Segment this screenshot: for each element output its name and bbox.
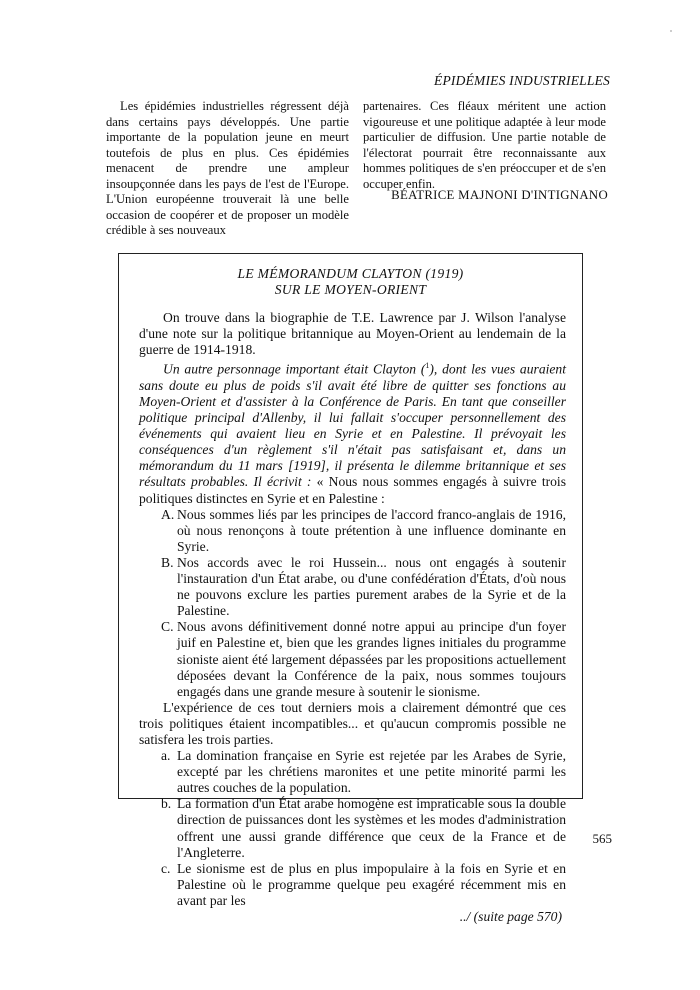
box-quote: [139, 358, 566, 506]
list-marker: B.: [161, 554, 174, 570]
list-item-text: Nos accords avec le roi Hussein... nous ont engagés à soutenir l'instauration d'un État arabe, ou d'une confédération d'États, d'où nous ne pouvons exclure les parties purement arabes de la Syrie et de la Palestine.: [177, 554, 566, 619]
box-paragraph-2: L'expérience de ces tout derniers mois a clairement démontré que ces trois politiques étaient incompatibles... et qu'aucun compromis possible ne satisfera les trois parties.: [139, 699, 566, 747]
article-column-right: [363, 99, 606, 239]
list-item: [139, 796, 566, 860]
quote-part-c: « Nous nous sommes engagés à suivre trois politiques distinctes en Syrie et en Palestine :: [139, 474, 566, 506]
quote-part-a: Un autre personnage important était Clayton (: [163, 361, 426, 377]
list-item: [139, 555, 566, 619]
list-item-text: Nous sommes liés par les principes de l'accord franco-anglais de 1916, où nous renonçons à toute prétention à une influence dominante en Syrie.: [177, 506, 566, 554]
sidebar-box: [118, 253, 583, 924]
article-text-right: partenaires. Ces fléaux méritent une action vigoureuse et une politique adaptée à leur mode particulier de diffusion. Une partie notable de l'électorat pourrait être reconnaissante aux hommes politiques de s'en préoccuper et de s'en occuper enfin.: [363, 99, 606, 191]
page-number: 565: [592, 831, 612, 846]
box-title-line-1: LE MÉMORANDUM CLAYTON (1919): [237, 266, 464, 281]
list-marker: a.: [161, 748, 171, 764]
list-item: [139, 507, 566, 555]
consequence-list: [139, 748, 566, 909]
quote-part-b: ), dont les vues auraient sans doute eu plus de poids s'il avait été libre de quitter ses fonctions au Moyen-Orient et d'assister à la Conférence de Paris. En tant que conseiller politique principal d'Allenby, il lui fallait s'occuper personnellement des événements qui avaient lieu en Syrie et en Palestine. Il prévoyait les conséquences d'un règlement s'il n'était pas satisfaisant et, dans un mémorandum du 11 mars [1919], il présenta le dilemme britannique et ses résultats probables. Il écrivit :: [139, 361, 566, 490]
speck: [670, 30, 672, 32]
list-item: [139, 861, 566, 909]
author-signature: BÉATRICE MAJNONI D'INTIGNANO: [391, 188, 608, 202]
policy-list: [139, 507, 566, 700]
box-title: [119, 266, 582, 298]
article-text-left: Les épidémies industrielles régressent déjà dans certains pays développés. Une partie importante de la population jeune en meurt toutefois de plus en plus. Ces épidémies menacent de prendre une ampleur insoupçonnée dans les pays de l'est de l'Europe. L'Union européenne trouverait là une belle occasion de coopérer et de proposer un modèle crédible à ses nouveaux: [106, 99, 349, 237]
list-marker: C.: [161, 619, 174, 635]
list-marker: b.: [161, 796, 172, 812]
list-marker: A.: [161, 506, 175, 522]
footnote-ref: 1: [425, 361, 430, 371]
list-item: [139, 619, 566, 699]
list-item: [139, 748, 566, 796]
list-item-text: Le sionisme est de plus en plus impopulaire à la fois en Syrie et en Palestine où le programme quelque peu exagéré récemment mis en avant par les: [177, 860, 566, 908]
list-item-text: Nous avons définitivement donné notre appui au principe d'un foyer juif en Palestine et, bien que les grandes lignes initiales du programme sioniste aient été largement dépassées par les propositions actuellement déposées devant la Conférence de la paix, nous sommes toujours engagés dans une grande mesure à soutenir le sionisme.: [177, 619, 566, 699]
article-column-left: [106, 99, 349, 239]
list-item-text: La formation d'un État arabe homogène est impraticable sous la double direction de puissances dont les systèmes et les modes d'administration offrent une aussi grande différence que ceux de la France et de l'Angleterre.: [177, 796, 566, 860]
list-marker: c.: [161, 860, 171, 876]
continuation-note: ../ (suite page 570): [459, 909, 562, 924]
article-columns: [106, 99, 606, 239]
box-body: [139, 310, 566, 925]
box-title-line-2: SUR LE MOYEN-ORIENT: [274, 282, 427, 297]
list-item-text: La domination française en Syrie est rejetée par les Arabes de Syrie, excepté par les chrétiens maronites et une petite minorité parmi les autres couches de la population.: [177, 748, 566, 796]
box-intro: On trouve dans la biographie de T.E. Lawrence par J. Wilson l'analyse d'une note sur la politique britannique au Moyen-Orient au lendemain de la guerre de 1914-1918.: [139, 310, 566, 358]
running-head: ÉPIDÉMIES INDUSTRIELLES: [434, 73, 610, 88]
